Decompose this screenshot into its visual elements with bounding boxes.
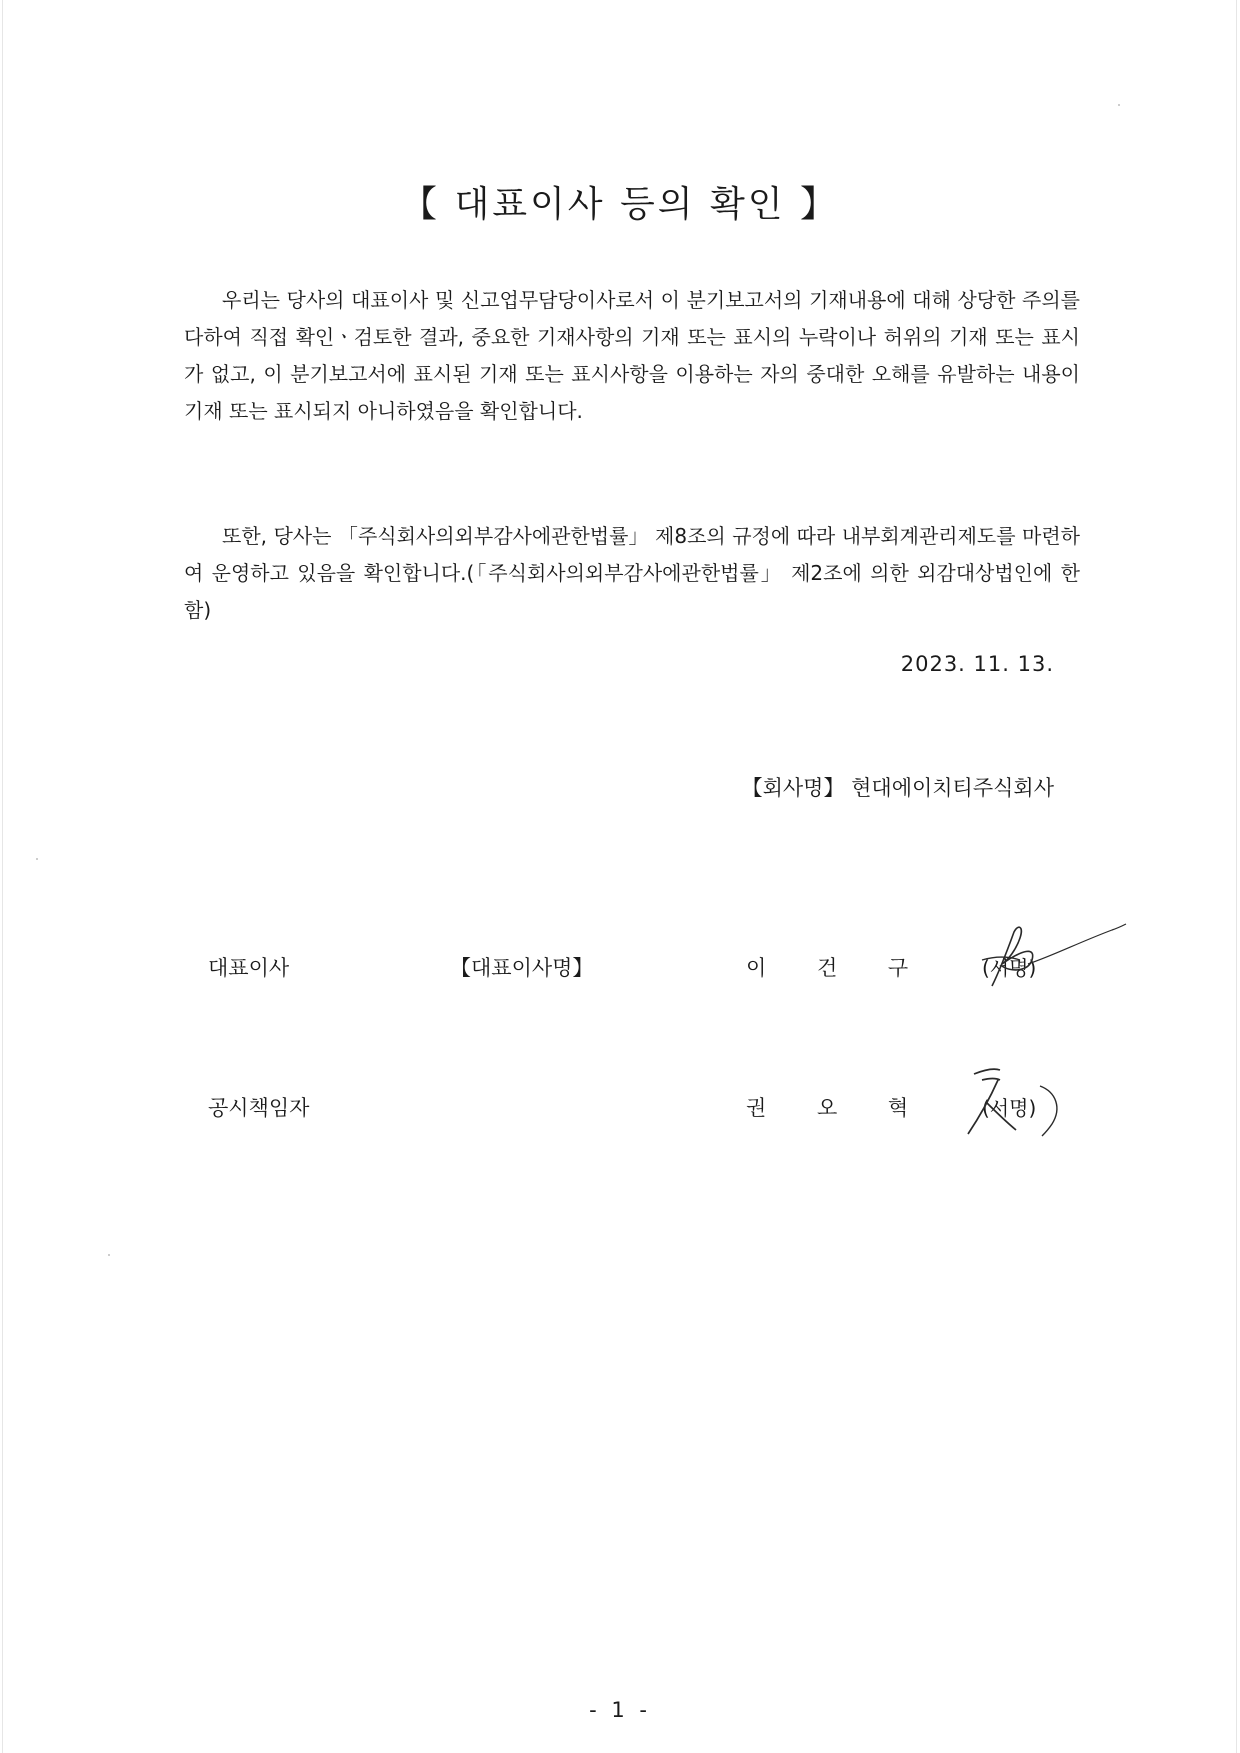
document-date: 2023. 11. 13. [900, 652, 1054, 676]
scan-speck [1118, 104, 1120, 106]
officer-signature-label: (서명) [982, 1096, 1037, 1120]
ceo-signature-row [0, 952, 1240, 1012]
company-name: 【회사명】 현대에이치티주식회사 [741, 776, 1054, 800]
ceo-signature-label: (서명) [982, 956, 1037, 980]
internal-control-paragraph [184, 518, 1080, 629]
page-edge-right [1236, 0, 1237, 1753]
internal-control-text: 또한, 당사는 「주식회사의외부감사에관한법률」 제8조의 규정에 따라 내부회계관리제도를 마련하여 운영하고 있음을 확인합니다.(「주식회사의외부감사에관한법률」 제2조에 의한 외감대상법인에 한함) [184, 524, 1080, 622]
officer-role-label: 공시책임자 [208, 1096, 310, 1120]
confirmation-text: 우리는 당사의 대표이사 및 신고업무담당이사로서 이 분기보고서의 기재내용에 대해 상당한 주의를 다하여 직접 확인ㆍ검토한 결과, 중요한 기재사항의 기재 또는 표시의 누락이나 허위의 기재 또는 표시가 없고, 이 분기보고서에 표시된 기재 또는 표시사항을 이용하는 자의 중대한 오해를 유발하는 내용이 기재 또는 표시되지 아니하였음을 확인합니다. [184, 288, 1080, 423]
document-title: 【 대표이사 등의 확인 】 [401, 184, 839, 225]
page-number: - 1 - [589, 1698, 651, 1722]
scan-speck [108, 1254, 110, 1256]
scan-speck [36, 858, 38, 860]
ceo-name: 이 건 구 [746, 956, 931, 980]
ceo-handwritten-signature [962, 920, 1132, 1000]
confirmation-paragraph [184, 282, 1080, 430]
page-edge-left [2, 0, 3, 1753]
ceo-role-label: 대표이사 [208, 956, 290, 980]
officer-name: 권 오 혁 [746, 1096, 931, 1120]
officer-handwritten-signature [960, 1064, 1070, 1144]
officer-signature-row [0, 1092, 1240, 1152]
ceo-title-label: 【대표이사명】 [450, 956, 594, 980]
